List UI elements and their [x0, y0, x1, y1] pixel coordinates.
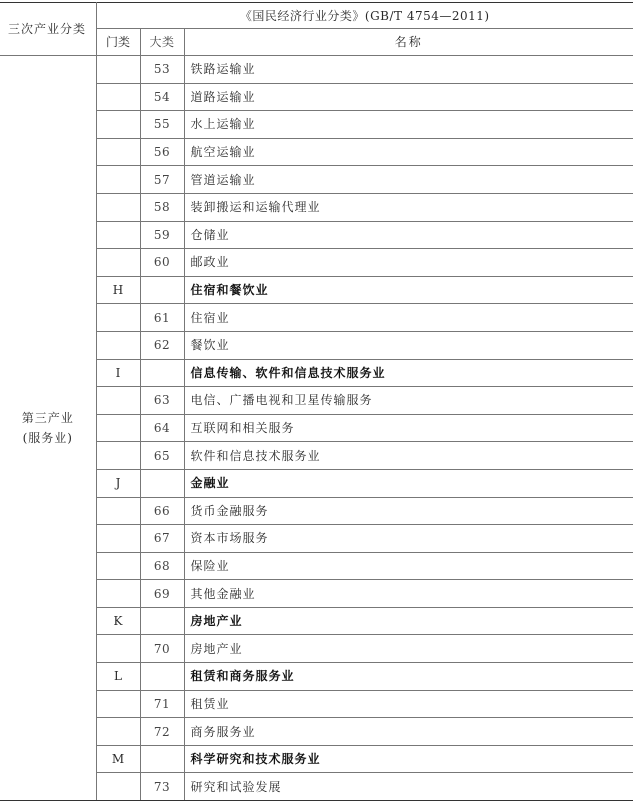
- da-column-header: 大类: [140, 29, 184, 56]
- da-code-cell: [140, 607, 184, 635]
- men-code-cell: [96, 221, 140, 249]
- men-code-cell: [96, 718, 140, 746]
- da-code-cell: 58: [140, 193, 184, 221]
- da-code-cell: 65: [140, 442, 184, 470]
- da-code-cell: 73: [140, 773, 184, 801]
- men-code-cell: L: [96, 663, 140, 691]
- men-code-cell: [96, 773, 140, 801]
- header-row-1: [0, 3, 633, 29]
- da-code-cell: 68: [140, 552, 184, 580]
- industry-name-cell: 商务服务业: [184, 718, 633, 746]
- industry-name-cell: 保险业: [184, 552, 633, 580]
- industry-name-cell: 货币金融服务: [184, 497, 633, 525]
- men-code-cell: [96, 304, 140, 332]
- industry-name-cell: 软件和信息技术服务业: [184, 442, 633, 470]
- sector-cell: [0, 56, 96, 801]
- industry-name-cell: 道路运输业: [184, 83, 633, 111]
- da-code-cell: 54: [140, 83, 184, 111]
- da-code-cell: 69: [140, 580, 184, 608]
- men-code-cell: [96, 635, 140, 663]
- industry-name-cell: 互联网和相关服务: [184, 414, 633, 442]
- industry-name-cell: 其他金融业: [184, 580, 633, 608]
- da-code-cell: 70: [140, 635, 184, 663]
- industry-name-cell: 电信、广播电视和卫星传输服务: [184, 387, 633, 415]
- men-code-cell: [96, 138, 140, 166]
- da-code-cell: 56: [140, 138, 184, 166]
- industry-name-cell: 租赁业: [184, 690, 633, 718]
- da-code-cell: 71: [140, 690, 184, 718]
- da-code-cell: [140, 469, 184, 497]
- da-code-cell: 66: [140, 497, 184, 525]
- industry-name-cell: 装卸搬运和运输代理业: [184, 193, 633, 221]
- men-column-header: 门类: [96, 29, 140, 56]
- men-code-cell: [96, 580, 140, 608]
- table-body: [0, 3, 633, 801]
- da-code-cell: 53: [140, 56, 184, 84]
- men-code-cell: [96, 331, 140, 359]
- men-code-cell: [96, 56, 140, 84]
- table-row: [0, 56, 633, 84]
- industry-name-cell: 水上运输业: [184, 111, 633, 139]
- men-code-cell: M: [96, 745, 140, 773]
- men-code-cell: [96, 414, 140, 442]
- name-column-header: 名称: [184, 29, 633, 56]
- section-name-cell: 金融业: [184, 469, 633, 497]
- industry-name-cell: 住宿业: [184, 304, 633, 332]
- da-code-cell: 59: [140, 221, 184, 249]
- da-code-cell: [140, 359, 184, 387]
- men-code-cell: I: [96, 359, 140, 387]
- men-code-cell: [96, 525, 140, 553]
- men-code-cell: J: [96, 469, 140, 497]
- men-code-cell: K: [96, 607, 140, 635]
- section-name-cell: 房地产业: [184, 607, 633, 635]
- da-code-cell: 67: [140, 525, 184, 553]
- sector-sublabel: (服务业): [22, 431, 73, 446]
- men-code-cell: [96, 552, 140, 580]
- men-code-cell: [96, 249, 140, 277]
- da-code-cell: [140, 276, 184, 304]
- industry-name-cell: 房地产业: [184, 635, 633, 663]
- da-code-cell: [140, 663, 184, 691]
- sector-label: 第三产业: [21, 411, 74, 426]
- da-code-cell: 55: [140, 111, 184, 139]
- da-code-cell: 63: [140, 387, 184, 415]
- da-code-cell: 60: [140, 249, 184, 277]
- section-name-cell: 信息传输、软件和信息技术服务业: [184, 359, 633, 387]
- industry-name-cell: 餐饮业: [184, 331, 633, 359]
- da-code-cell: [140, 745, 184, 773]
- men-code-cell: [96, 690, 140, 718]
- section-name-cell: 科学研究和技术服务业: [184, 745, 633, 773]
- standard-title-header: 《国民经济行业分类》(GB/T 4754—2011): [96, 3, 633, 29]
- men-code-cell: H: [96, 276, 140, 304]
- da-code-cell: 57: [140, 166, 184, 194]
- da-code-cell: 64: [140, 414, 184, 442]
- industry-classification-table: [0, 2, 633, 801]
- men-code-cell: [96, 442, 140, 470]
- men-code-cell: [96, 387, 140, 415]
- industry-name-cell: 管道运输业: [184, 166, 633, 194]
- industry-name-cell: 资本市场服务: [184, 525, 633, 553]
- industry-name-cell: 邮政业: [184, 249, 633, 277]
- sector-column-header: 三次产业分类: [0, 3, 96, 56]
- men-code-cell: [96, 166, 140, 194]
- men-code-cell: [96, 83, 140, 111]
- men-code-cell: [96, 111, 140, 139]
- industry-name-cell: 航空运输业: [184, 138, 633, 166]
- men-code-cell: [96, 193, 140, 221]
- industry-name-cell: 铁路运输业: [184, 56, 633, 84]
- da-code-cell: 62: [140, 331, 184, 359]
- da-code-cell: 61: [140, 304, 184, 332]
- industry-name-cell: 研究和试验发展: [184, 773, 633, 801]
- section-name-cell: 住宿和餐饮业: [184, 276, 633, 304]
- industry-name-cell: 仓储业: [184, 221, 633, 249]
- section-name-cell: 租赁和商务服务业: [184, 663, 633, 691]
- da-code-cell: 72: [140, 718, 184, 746]
- men-code-cell: [96, 497, 140, 525]
